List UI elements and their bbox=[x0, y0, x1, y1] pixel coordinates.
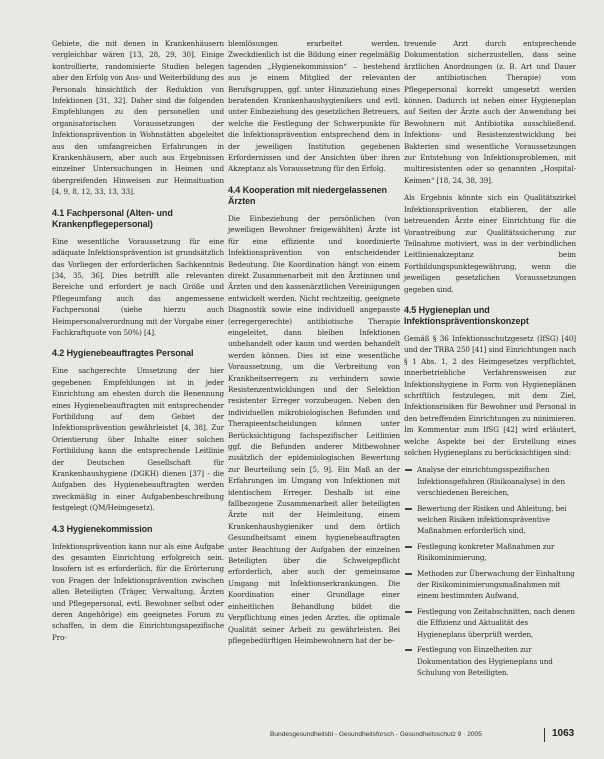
page-footer bbox=[270, 728, 600, 742]
body-paragraph: Die Einbeziehung der persönlichen (von jeweiligen Bewohner freigewählten) Ärzte ist für eine effiziente und koordinierte Infektionsprävention von entscheidender Bedeutung. Die Koordination hängt von einem direkt Zusammenarbeit mit den Ärztinnen und Ärzten und den kassenärztlichen Vereinigungen entwickelt werden. Nicht rechtzeitig, geeignete Diagnostik sowie eine individuell angepasste (erregergerechte) antibiotische Therapie eingeleitet, dann bleiben Infektionen unbehandelt oder kaum und werden behandelt werden können. Dies ist eine wesentliche Voraussetzung, um die Verbreitung von Krankheitserregern zu verhindern sowie Resistenzentwicklungen und der Selektion resistenter Erreger vorzubeugen. Neben den individuellen mikrobiologischen Befunden und Therapieentscheidungen können unter Berücksichtigung fachspezifischer Leitlinien ggf. die Befunden anderer Mitbewohner zusätzlich der epidemiologischen Bewertung zur Beurteilung sein [5, 9]. Ein Maß an der Erfahrungen im Umgang von Infektionen mit identischem Erreger. Deshalb ist eine fallbezogene Zusammenarbeit aller beteiligten Ärzte mit der Heimleitung, einem Krankenhaushygieniker und dem örtlich Gesundheitsamt einem hygienebeauftragten unter Beachtung der Aufgaben der einzelnen Beteiligten über die Schweigepflicht erforderlich, aber auch der gemeinsame Umgang mit Infektionserkrankungen. Die Koordination einer Grundlage einer einheitlichen Behandlung bildet die Verpflichtung eines jeden Arztes, die optimale Qualität seiner Arbeit zu gewährleisten. Bei pflegebedürftigen Heimbewohnern hat der be- bbox=[228, 213, 400, 645]
list-item: Bewertung der Risiken und Ableitung, bei welchen Risiken infektionspräventive Maßnahmen erforderlich sind, bbox=[404, 503, 576, 537]
list-item: Methoden zur Überwachung der Einhaltung der Risikominimierungsmaßnahmen mit einem bestimmten Aufwand, bbox=[404, 568, 576, 602]
list-item: Festlegung von Einzelheiten zur Dokumentation des Hygieneplans und Schulung von Beteiligten. bbox=[404, 644, 576, 678]
body-paragraph: treuende Arzt durch entsprechende Dokumentation sicherzustellen, dass seine ärztlichen Anordnungen (z. B. Art und Dauer der antibiotischen Therapie) vom Pflegepersonal korrekt umgesetzt werden können. Dadurch ist neben einer Hygieneplan auf Seiten der Ärzte auch der Anwendung bei Bewohnern mit Antibiotika ausschließend. Infektions- und Resistenzentwicklung bei Bakterien sind wesentliche Voraussetzungen zur Entstehung von Infektionsproblemen, mit multiresistenten oder so genannten „Hospital-Keimen“ [18, 24, 38, 39]. bbox=[404, 39, 576, 185]
list-item: Analyse der einrichtungsspezifischen Infektionsgefahren (Risikoanalyse) in den verschiedenen Bereichen, bbox=[404, 464, 576, 498]
section-heading: 4.4 Kooperation mit niedergelassenen Ärzten bbox=[228, 184, 387, 206]
section-heading: 4.2 Hygienebeauftragtes Personal bbox=[52, 348, 194, 359]
text-column-1 bbox=[52, 38, 224, 649]
list-item: Festlegung von Zeitabschnitten, nach denen die Effizienz und Aktualität des Hygieneplans überprüft werden, bbox=[404, 606, 576, 640]
body-paragraph: blemlösungen erarbeitet werden. Zweckdienlich ist die Bildung einer regelmäßig tagenden „Hygienekommission“ – bestehend aus je einem Mitglied der relevanten Berufsgruppen, ggf. unter Hinzuziehung eines beratenden Krankenhaushygienikers und evtl. unter Einbeziehung des gesetzlichen Betreuers, welche die Festlegung der Schwerpunkte für die Infektionsprävention entsprechend dem in der jeweiligen Institution gegebenen Erfordernissen und der Ansichten über ihren Akzeptanz als Voraussetzung für den Erfolg. bbox=[228, 39, 400, 174]
body-paragraph: Gemäß § 36 Infektionsschutzgesetz (IfSG) [40] und der TRBA 250 [41] sind Einrichtungen nach § 1 Abs. 1, 2 des Heimgesetzes verpflichtet, innerbetriebliche Verfahrensweisen zur Infektionshygiene in Form von Hygieneplänen schriftlich festzulegen, mit dem Ziel, Infektionsrisiken für Bewohner und Personal in den betreffenden Einrichtungen zu minimieren. Im Kommentar zum IfSG [42] wird erläutert, welche Aspekte bei der Erstellung eines solchen Hygieneplans zu berücksichtigen sind: bbox=[404, 333, 576, 457]
section-heading: 4.5 Hygieneplan und Infektionspräventionskonzept bbox=[404, 304, 529, 326]
journal-citation: Bundesgesundheitsbl - Gesundheitsforsch - Gesundheitsschutz 9 · 2005 bbox=[270, 731, 482, 738]
bullet-list bbox=[404, 464, 576, 678]
footer-divider bbox=[544, 728, 545, 742]
text-column-3 bbox=[404, 38, 576, 682]
text-column-2 bbox=[228, 38, 400, 652]
body-paragraph: Eine wesentliche Voraussetzung für eine adäquate Infektionsprävention ist grundsätzlich das Vorliegen der erforderlichen Sachkenntnis [34, 35, 36]. Dies betrifft alle relevanten Bereiche und erfordert je nach Größe und Pflegeumfang auch das angemessene Fachpersonal (siehe hierzu auch Heimpersonalverordnung mit der Vorgabe einer Fachkraftquote von 50%) [4]. bbox=[52, 236, 224, 337]
section-heading: 4.3 Hygienekommission bbox=[52, 523, 153, 534]
section-heading: 4.1 Fachpersonal (Alten- und Krankenpflegepersonal) bbox=[52, 207, 173, 229]
list-item: Festlegung konkreter Maßnahmen zur Risikominimierung, bbox=[404, 541, 576, 564]
body-paragraph: Gebiete, die mit denen in Krankenhäusern vergleichbar wären [13, 28, 29, 30]. Einige kontrollierte, randomisierte Studien belegen aber den Erfolg von Aus- und Weiterbildung des Personals hinsichtlich der Reduktion von Infektionen [31, 32]. Daher sind die folgenden Empfehlungen zu den personellen und organisatorischen Voraussetzungen der Infektionsprävention in Wohnstätten abgeleitet aus den umfangreichen Erfahrungen in Krankenhäusern, aber auch aus Ergebnissen einzelner Untersuchungen in Heimen und übergreifenden Hinweisen zur Heimsituation [4, 9, 8, 12, 33, 13, 33]. bbox=[52, 39, 224, 197]
body-paragraph: Als Ergebnis könnte sich ein Qualitätszirkel Infektionsprävention etablieren, der alle betreuenden Ärzte einer Einrichtung für die Vorantreibung zur Qualitätssicherung zur Teilnahme motiviert, was in der verbindlichen Leitlinienakzeptanz beim Fortbildungspunktegewährung, wenn die jeweiligen gesetzlichen Voraussetzungen gegeben sind. bbox=[404, 193, 576, 294]
body-paragraph: Infektionsprävention kann nur als eine Aufgabe des gesamten Einrichtung erfolgreich sein. Insofern ist es erforderlich, für die Erörterung von Fragen der Infektionsprävention zwischen allen Beteiligten (Träger, Verwaltung, Ärzten und Pflegepersonal, evtl. Bewohner selbst oder deren Angehörige) ein geeignetes Forum zu schaffen, in dem die Einrichtungsspezifische Pro- bbox=[52, 541, 224, 642]
page-number: 1063 bbox=[552, 728, 575, 739]
body-paragraph: Eine sachgerechte Umsetzung der hier gegebenen Empfehlungen ist in jeder Einrichtung am ehesten durch die Benennung eines Hygienebeauftragten mit entsprechender Fortbildung auf dem Gebiet der Infektionsprävention gewährleistet [4, 38]. Zur Orientierung über Inhalte einer solchen Fortbildung kann die entsprechende Leitlinie der Deutschen Gesellschaft für Krankenhaushygiene (DGKH) dienen [37] - die Aufgaben des Hygienebeauftragten werden zweckmäßig in einer Aufgabenbeschreibung festgelegt (QM/Heimgesetz). bbox=[52, 366, 224, 513]
